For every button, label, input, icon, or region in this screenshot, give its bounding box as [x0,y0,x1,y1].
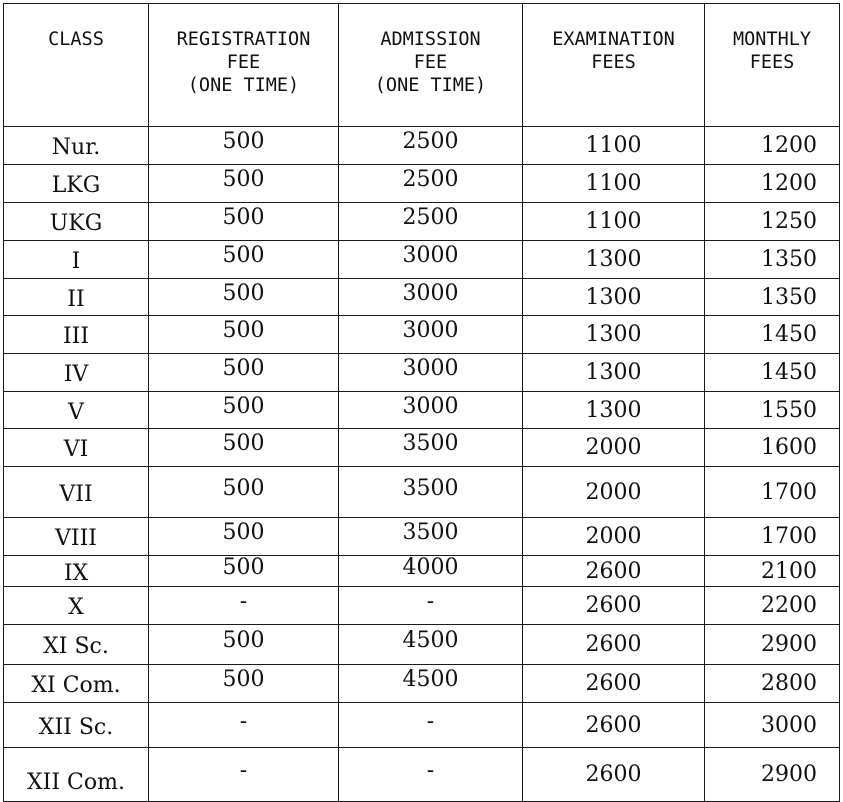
table-row [4,518,840,556]
cell-monthly: 2100 [705,556,840,587]
header-monthly-label: MONTHLY FEES [733,29,811,73]
cell-monthly: 1250 [705,203,840,241]
cell-admission: 3500 [339,429,523,467]
cell-monthly: 1450 [705,316,840,354]
cell-monthly: 1700 [705,467,840,518]
cell-registration: 500 [149,354,339,392]
table-row [4,241,840,279]
cell-registration: 500 [149,556,339,587]
cell-class: II [4,279,149,316]
cell-examination: 1300 [523,241,705,279]
table-row [4,354,840,392]
cell-admission: 3000 [339,241,523,279]
cell-admission: 2500 [339,203,523,241]
header-examination-fees [523,4,705,127]
cell-class: I [4,241,149,279]
cell-monthly: 2200 [705,587,840,625]
cell-registration: 500 [149,316,339,354]
table-row [4,127,840,165]
cell-examination: 1300 [523,316,705,354]
cell-examination: 1300 [523,279,705,316]
cell-class: IX [4,556,149,587]
table-row [4,316,840,354]
cell-monthly: 1350 [705,279,840,316]
cell-examination: 2600 [523,748,705,802]
table-row [4,665,840,703]
header-admission-sub: (ONE TIME) [374,75,487,96]
cell-monthly: 1450 [705,354,840,392]
cell-registration: 500 [149,241,339,279]
cell-registration: 500 [149,665,339,703]
cell-class: XI Com. [4,665,149,703]
cell-monthly: 1350 [705,241,840,279]
cell-admission: - [339,703,523,748]
cell-admission: 3000 [339,354,523,392]
header-row [4,4,840,127]
cell-registration: 500 [149,625,339,665]
cell-registration: 500 [149,429,339,467]
cell-monthly: 1200 [705,165,840,203]
cell-examination: 1100 [523,127,705,165]
header-class [4,4,149,127]
cell-registration: 500 [149,279,339,316]
table-row [4,748,840,802]
header-class-label: CLASS [48,29,104,50]
cell-class: V [4,392,149,429]
cell-examination: 2000 [523,429,705,467]
table-row [4,279,840,316]
cell-monthly: 2900 [705,625,840,665]
cell-class: LKG [4,165,149,203]
cell-class: III [4,316,149,354]
cell-examination: 1300 [523,392,705,429]
cell-admission: - [339,748,523,802]
cell-admission: 3500 [339,518,523,556]
cell-admission: 2500 [339,165,523,203]
cell-class: IV [4,354,149,392]
cell-admission: 3000 [339,392,523,429]
cell-examination: 2000 [523,467,705,518]
header-registration-label: REGISTRATION FEE [176,29,311,73]
header-examination-label: EXAMINATION FEES [552,29,675,73]
cell-monthly: 1550 [705,392,840,429]
header-monthly-fees [705,4,840,127]
cell-registration: 500 [149,467,339,518]
table-row [4,703,840,748]
cell-class: VIII [4,518,149,556]
cell-admission: 2500 [339,127,523,165]
header-registration-sub: (ONE TIME) [187,75,300,96]
fee-table [3,3,840,802]
header-admission-label: ADMISSION FEE [380,29,481,73]
cell-admission: 3500 [339,467,523,518]
cell-class: VII [4,467,149,518]
cell-class: XII Com. [4,748,149,802]
cell-examination: 2600 [523,703,705,748]
cell-examination: 2600 [523,665,705,703]
cell-admission: 4000 [339,556,523,587]
table-row [4,392,840,429]
cell-monthly: 1600 [705,429,840,467]
header-registration-fee [149,4,339,127]
cell-admission: 3000 [339,279,523,316]
table-row [4,467,840,518]
cell-class: X [4,587,149,625]
cell-class: Nur. [4,127,149,165]
cell-admission: 3000 [339,316,523,354]
cell-registration: 500 [149,392,339,429]
cell-admission: 4500 [339,665,523,703]
cell-admission: 4500 [339,625,523,665]
header-admission-fee [339,4,523,127]
table-row [4,625,840,665]
cell-class: VI [4,429,149,467]
cell-monthly: 2900 [705,748,840,802]
cell-examination: 1300 [523,354,705,392]
cell-registration: - [149,703,339,748]
cell-class: XII Sc. [4,703,149,748]
cell-class: UKG [4,203,149,241]
cell-monthly: 2800 [705,665,840,703]
cell-registration: 500 [149,518,339,556]
cell-registration: 500 [149,165,339,203]
table-row [4,587,840,625]
cell-registration: - [149,587,339,625]
cell-monthly: 1700 [705,518,840,556]
cell-examination: 1100 [523,165,705,203]
table-row [4,429,840,467]
cell-examination: 2600 [523,587,705,625]
cell-monthly: 1200 [705,127,840,165]
cell-monthly: 3000 [705,703,840,748]
cell-examination: 2000 [523,518,705,556]
cell-registration: - [149,748,339,802]
cell-examination: 2600 [523,556,705,587]
table-row [4,165,840,203]
cell-admission: - [339,587,523,625]
cell-examination: 1100 [523,203,705,241]
cell-registration: 500 [149,127,339,165]
table-row [4,556,840,587]
cell-registration: 500 [149,203,339,241]
table-row [4,203,840,241]
cell-examination: 2600 [523,625,705,665]
cell-class: XI Sc. [4,625,149,665]
